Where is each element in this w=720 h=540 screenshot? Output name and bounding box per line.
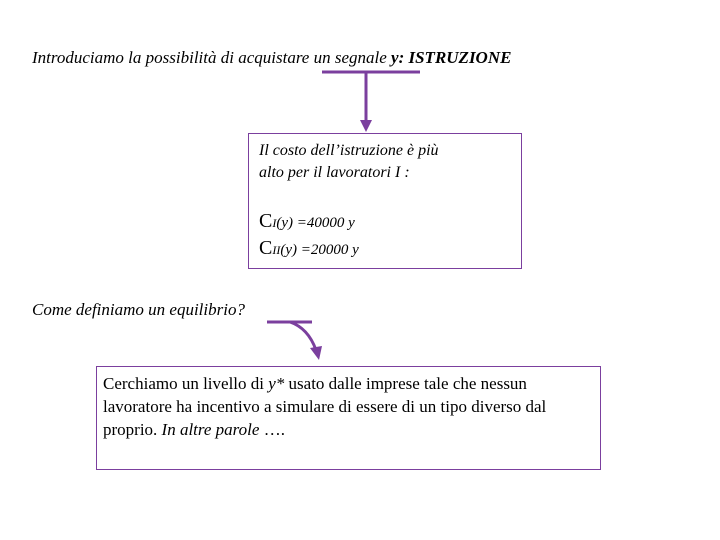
cost-expr-2: (y) =20000 y	[280, 242, 359, 258]
cost-line-2: alto per il lavoratori I :	[259, 164, 410, 181]
curved-arrow-head	[310, 346, 322, 360]
answer-part-2: usato dalle imprese tale che nessun lavoratore ha incentivo a simulare di essere di un tipo diverso dal proprio.	[103, 374, 547, 439]
answer-part-1: Cerchiamo un livello di	[103, 374, 269, 393]
cost-description	[259, 140, 439, 184]
cost-letter-1: C	[259, 210, 273, 232]
equilibrium-question: Come definiamo un equilibrio?	[32, 300, 245, 319]
cost-sub-2: II	[272, 243, 281, 257]
curved-arrow	[290, 322, 316, 350]
signal-label: y	[391, 48, 399, 67]
answer-text	[103, 372, 598, 441]
answer-ystar: y*	[268, 374, 285, 393]
cost-formula-1	[259, 210, 355, 233]
cost-formula-2	[259, 237, 359, 260]
cost-sub-1: I	[272, 216, 277, 230]
answer-italic-tail: In altre parole	[161, 420, 260, 439]
intro-text: Introduciamo la possibilità di acquistare un segnale	[32, 48, 392, 67]
cost-box	[248, 133, 522, 269]
istruzione-label: : ISTRUZIONE	[398, 48, 512, 67]
answer-box	[96, 366, 601, 470]
cost-line-1: Il costo dell’istruzione è più	[259, 142, 439, 159]
arrow-head-down	[360, 120, 372, 132]
cost-expr-1: (y) =40000 y	[276, 215, 355, 231]
cost-letter-2: C	[259, 237, 273, 259]
intro-line	[32, 48, 511, 68]
answer-ellipsis: ….	[259, 420, 285, 439]
